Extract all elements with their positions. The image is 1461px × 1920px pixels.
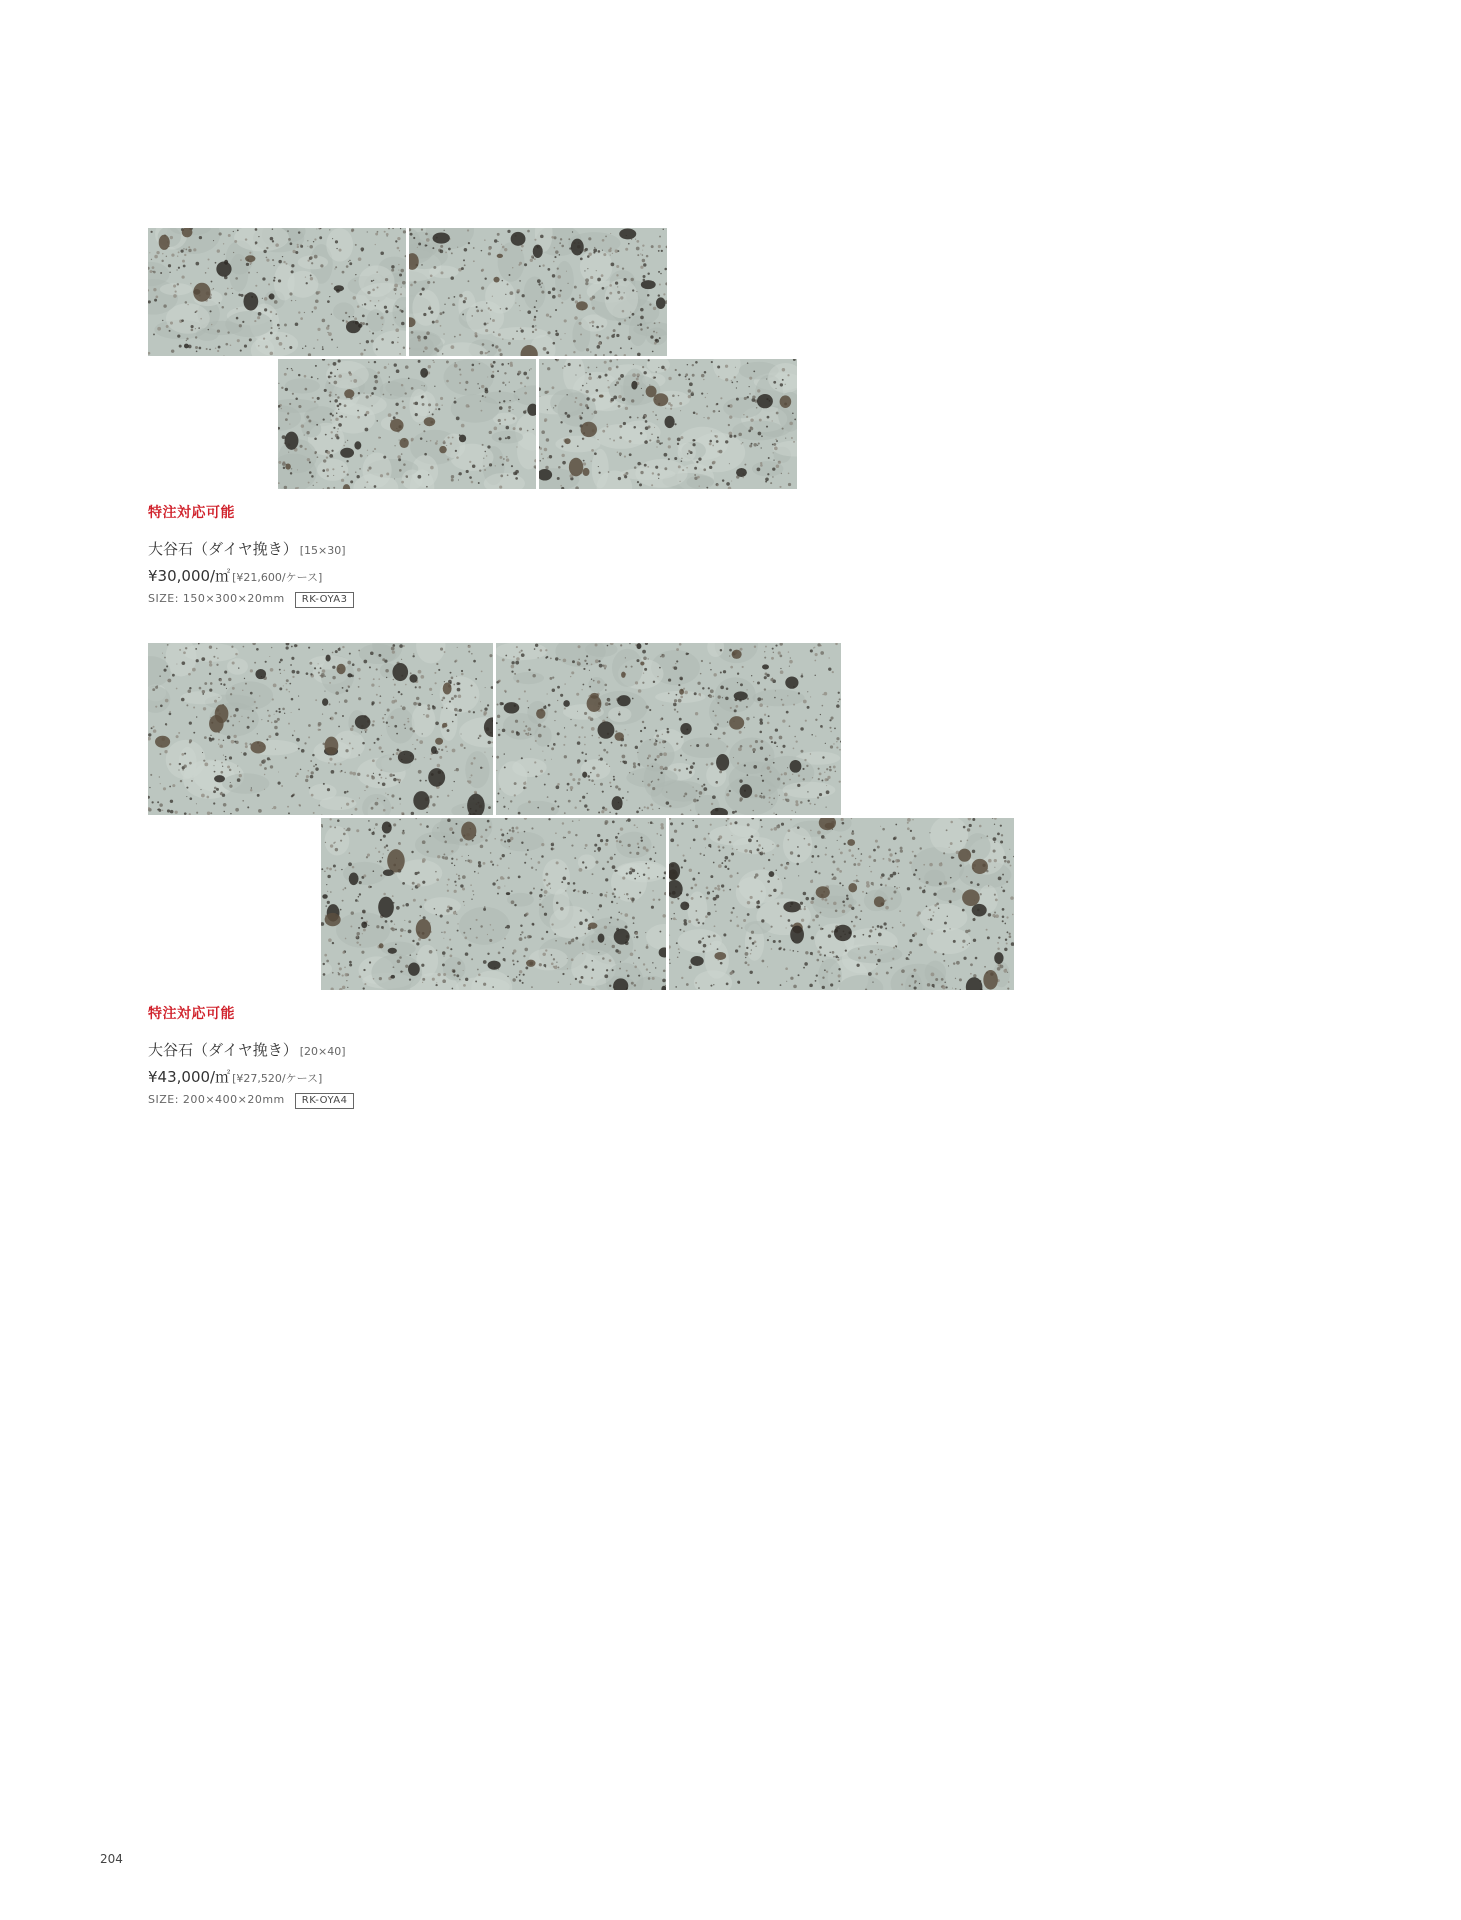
stone-tile-photo	[496, 643, 841, 815]
product-size	[148, 1093, 354, 1109]
special-order-badge: 特注対応可能	[148, 1006, 235, 1022]
product-name	[148, 538, 346, 559]
stone-tile-photo	[539, 359, 797, 489]
stone-tile-photo	[409, 228, 667, 356]
stone-tile-photo	[669, 818, 1014, 990]
product-name-text: 大谷石（ダイヤ挽き）	[148, 540, 298, 558]
stone-tile-photo	[278, 359, 536, 489]
case-price: [¥21,600/ケース]	[232, 571, 323, 584]
size-label: SIZE:	[148, 1093, 179, 1106]
special-order-badge: 特注対応可能	[148, 505, 235, 521]
product-size	[148, 592, 354, 608]
product-code: RK-OYA4	[295, 1093, 355, 1109]
page-number: 204	[100, 1852, 123, 1866]
product-dimension: [20×40]	[299, 1045, 346, 1058]
case-price: [¥27,520/ケース]	[232, 1072, 323, 1085]
product-price	[148, 1066, 322, 1087]
product-code: RK-OYA3	[295, 592, 355, 608]
size-value: 150×300×20mm	[182, 592, 285, 605]
stone-tile-photo	[148, 643, 493, 815]
product-name-text: 大谷石（ダイヤ挽き）	[148, 1041, 298, 1059]
product-price	[148, 565, 322, 586]
stone-tile-photo	[321, 818, 666, 990]
size-label: SIZE:	[148, 592, 179, 605]
size-value: 200×400×20mm	[182, 1093, 285, 1106]
product-dimension: [15×30]	[299, 544, 346, 557]
product-name	[148, 1039, 346, 1060]
price-per-sqm: ¥43,000/㎡	[148, 1068, 231, 1086]
stone-tile-photo	[148, 228, 406, 356]
price-per-sqm: ¥30,000/㎡	[148, 567, 231, 585]
